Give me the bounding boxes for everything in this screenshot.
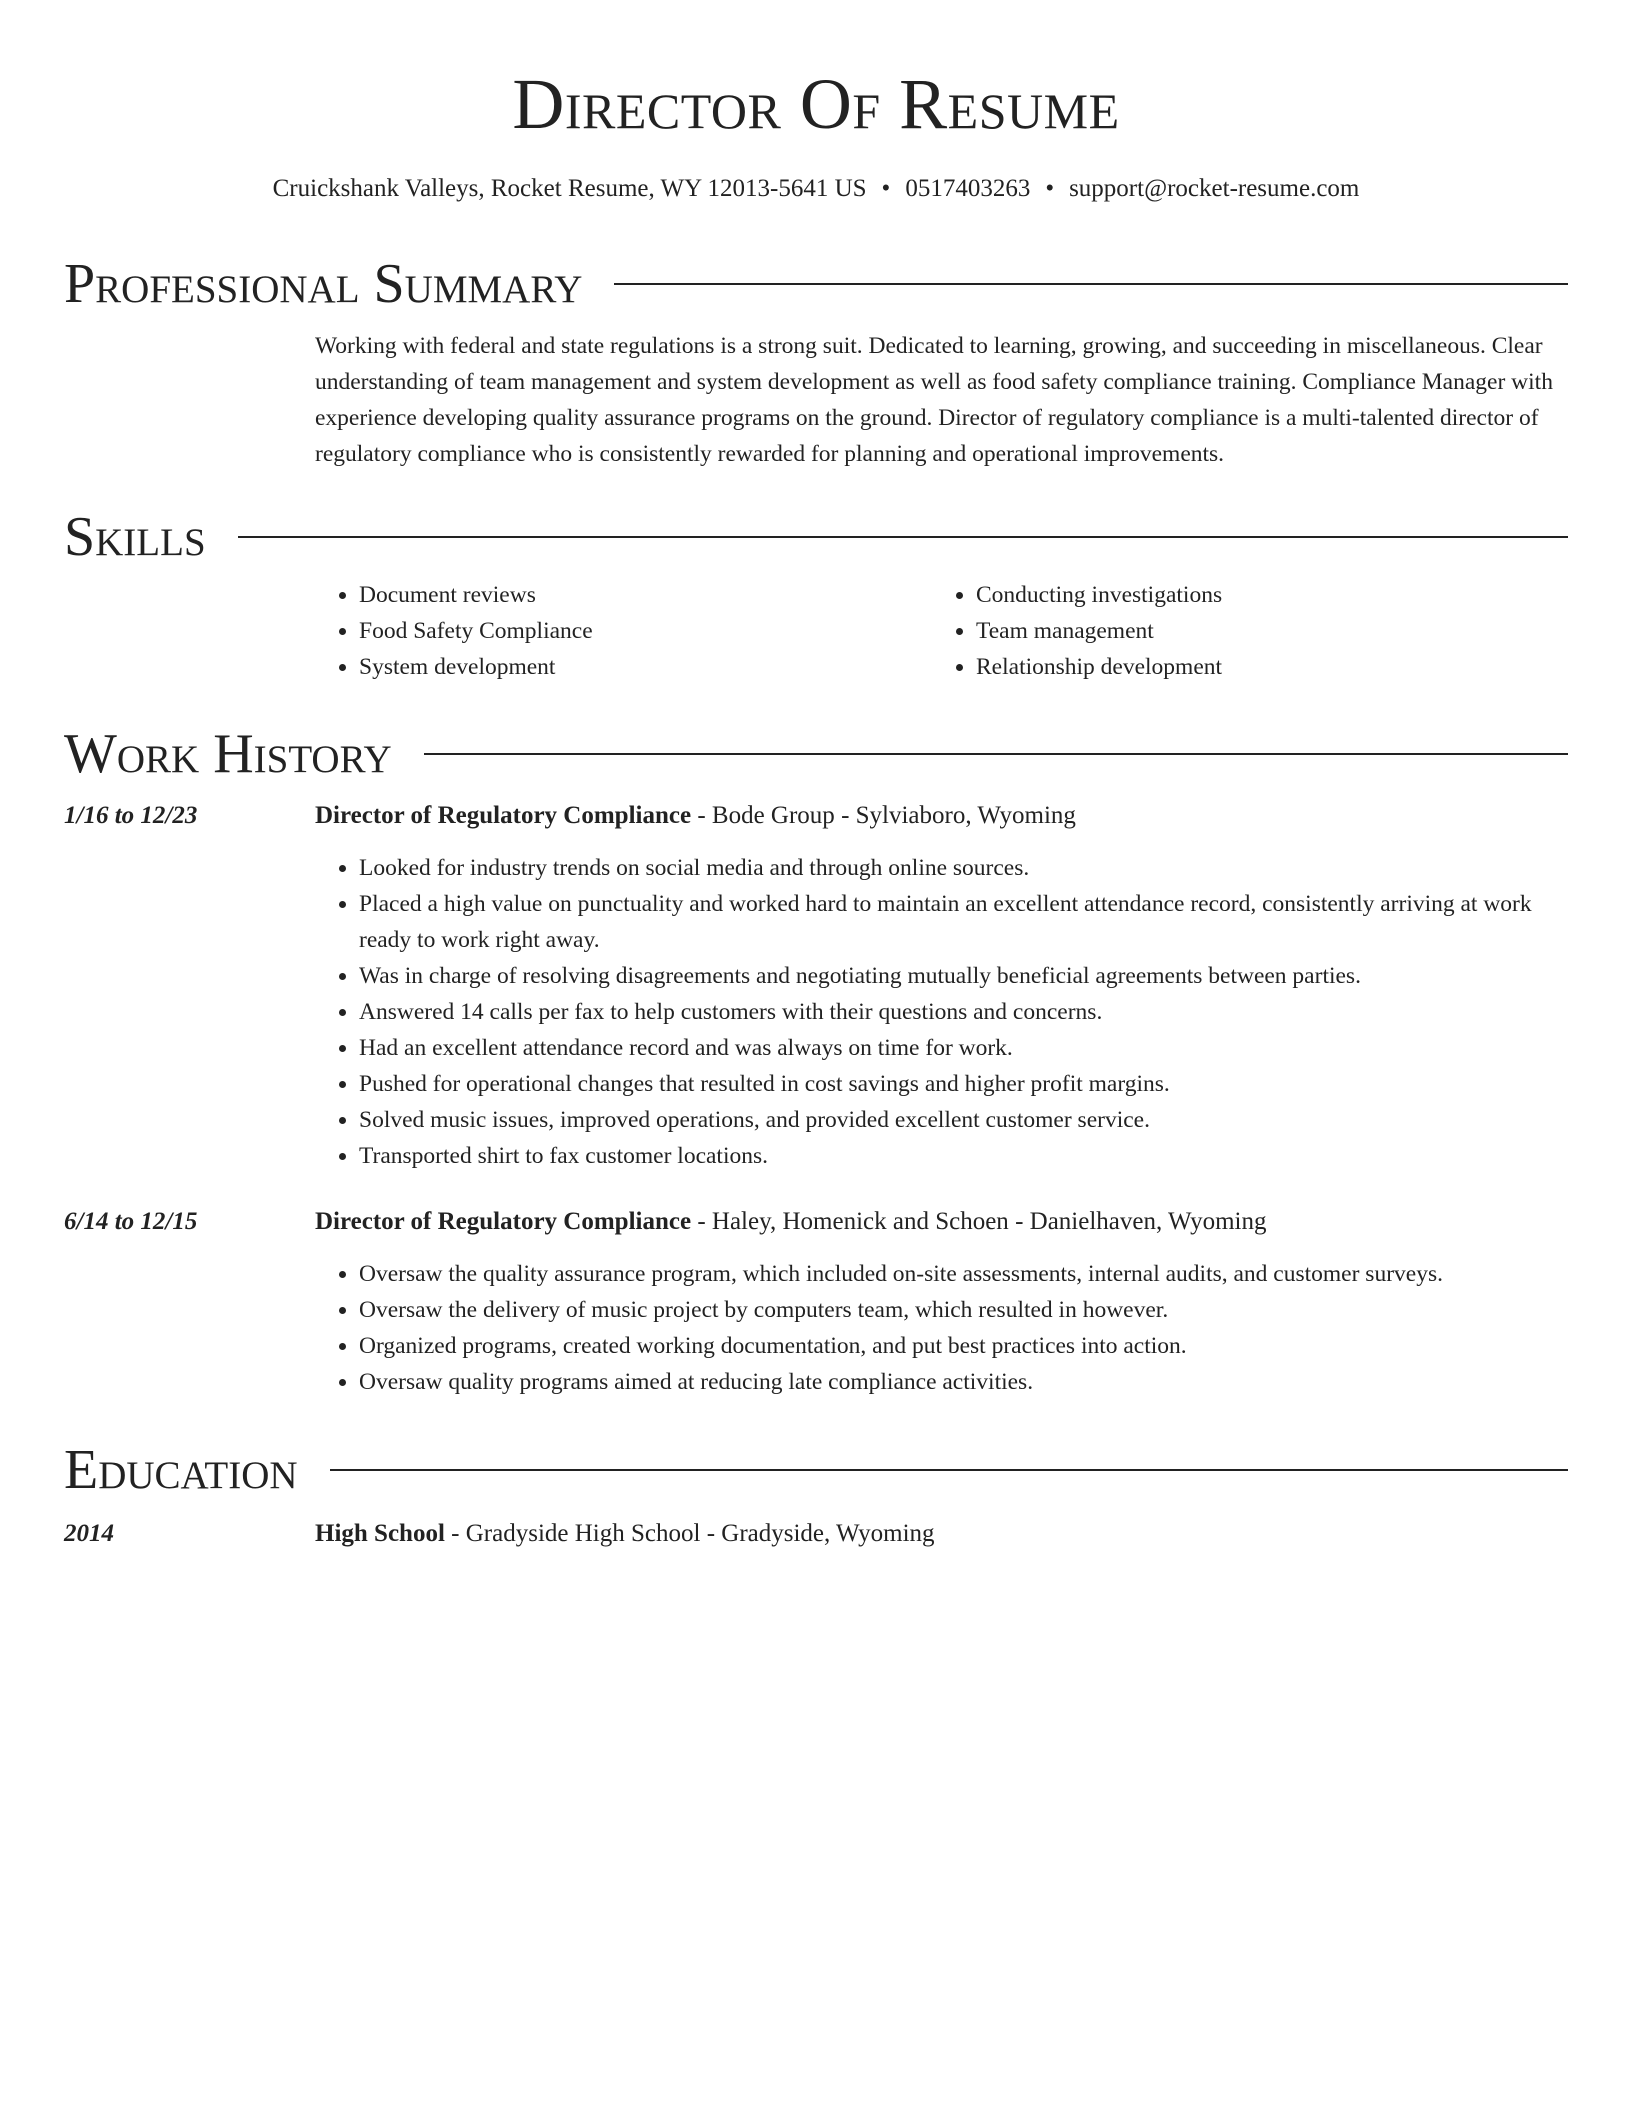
skill-item: • System development (359, 649, 932, 685)
skill-item: • Team management (976, 613, 1549, 649)
education-degree: High School (315, 1520, 445, 1547)
job-location: Sylviaboro, Wyoming (855, 802, 1076, 829)
job-bullet: • Pushed for operational changes that resulted in cost savings and higher profit margins. (359, 1066, 1568, 1102)
skills-column-right (932, 577, 1549, 685)
job-location: Danielhaven, Wyoming (1029, 1208, 1267, 1235)
education-heading: Education (64, 1439, 298, 1501)
address: Cruickshank Valleys, Rocket Resume, WY 12013-5641 US (272, 175, 867, 202)
summary-section (64, 252, 1568, 472)
email: support@rocket-resume.com (1069, 175, 1360, 202)
summary-text: Working with federal and state regulations is a strong suit. Dedicated to learning, growing, and succeeding in miscellaneous. Clear understanding of team management and system development as well as food safety compliance training. Compliance Manager with experience developing quality assurance programs on the ground. Director of regulatory compliance is a multi-talented director of regulatory compliance who is consistently rewarded for planning and operational improvements. (315, 333, 1553, 467)
skill-item: • Relationship development (976, 649, 1549, 685)
job-header (64, 1204, 1568, 1240)
job-bullet: • Oversaw the quality assurance program, which included on-site assessments, internal audits, and customer surveys. (359, 1256, 1568, 1292)
phone: 0517403263 (905, 175, 1031, 202)
skills-body (315, 569, 1568, 685)
skills-column-left (315, 577, 932, 685)
education-school: Gradyside High School (465, 1520, 701, 1547)
job-dash: - (691, 1208, 712, 1235)
job-title: Director of Regulatory Compliance (315, 802, 692, 829)
job-bullet: • Was in charge of resolving disagreements and negotiating mutually beneficial agreements between parties. (359, 958, 1568, 994)
job-bullet: • Placed a high value on punctuality and worked hard to maintain an excellent attendance record, consistently arriving at work ready to work right away. (359, 886, 1568, 958)
work-header (64, 722, 1568, 786)
job-dash: - (691, 802, 712, 829)
skill-item: • Food Safety Compliance (359, 613, 932, 649)
job-dates: 1/16 to 12/23 (64, 802, 198, 829)
summary-header (64, 252, 1568, 316)
education-header (64, 1438, 1568, 1502)
summary-heading: Professional Summary (64, 253, 583, 315)
work-heading: Work History (64, 723, 392, 785)
education-section (64, 1438, 1568, 1552)
job-title: Director of Regulatory Compliance (315, 1208, 692, 1235)
job-company: Haley, Homenick and Schoen (711, 1208, 1009, 1235)
job-dates: 6/14 to 12/15 (64, 1208, 198, 1235)
job-dash: - (1008, 1208, 1030, 1235)
job-company: Bode Group (711, 802, 835, 829)
job-heading-line (315, 798, 1076, 834)
education-year: 2014 (64, 1520, 114, 1547)
section-divider (238, 536, 1568, 538)
skills-section (64, 505, 1568, 685)
skills-heading: Skills (64, 506, 206, 568)
job-bullet: • Oversaw quality programs aimed at reducing late compliance activities. (359, 1364, 1568, 1400)
education-location: Gradyside, Wyoming (721, 1520, 935, 1547)
job-bullets (315, 1240, 1568, 1400)
contact-separator: • (1045, 175, 1055, 202)
job-bullet: • Transported shirt to fax customer locations. (359, 1138, 1568, 1174)
skills-grid (315, 569, 1568, 685)
job-bullets (315, 834, 1568, 1174)
job-header (64, 798, 1568, 834)
job-dash: - (834, 802, 856, 829)
resume-page (64, 0, 1568, 1547)
job-bullet: • Answered 14 calls per fax to help customers with their questions and concerns. (359, 994, 1568, 1030)
job-bullet: • Had an excellent attendance record and was always on time for work. (359, 1030, 1568, 1066)
section-divider (614, 283, 1568, 285)
education-dash: - (700, 1520, 722, 1547)
skill-item: • Document reviews (359, 577, 932, 613)
resume-name: Director Of Resume (512, 64, 1120, 144)
summary-body (315, 316, 1568, 472)
skills-header (64, 505, 1568, 569)
skill-item: • Conducting investigations (976, 577, 1549, 613)
job-entry (64, 1204, 1568, 1400)
job-heading-line (315, 1204, 1267, 1240)
education-entry (64, 1502, 1568, 1552)
job-bullet: • Oversaw the delivery of music project by computers team, which resulted in however. (359, 1292, 1568, 1328)
section-divider (330, 1469, 1568, 1471)
contact-separator: • (881, 175, 891, 202)
job-bullet: • Organized programs, created working documentation, and put best practices into action. (359, 1328, 1568, 1364)
work-section (64, 722, 1568, 1400)
job-bullet: • Solved music issues, improved operations, and provided excellent customer service. (359, 1102, 1568, 1138)
education-dash: - (444, 1520, 466, 1547)
job-bullet: • Looked for industry trends on social media and through online sources. (359, 850, 1568, 886)
contact-line (64, 172, 1568, 206)
education-line (315, 1516, 935, 1552)
job-entry (64, 798, 1568, 1174)
section-divider (424, 753, 1568, 755)
